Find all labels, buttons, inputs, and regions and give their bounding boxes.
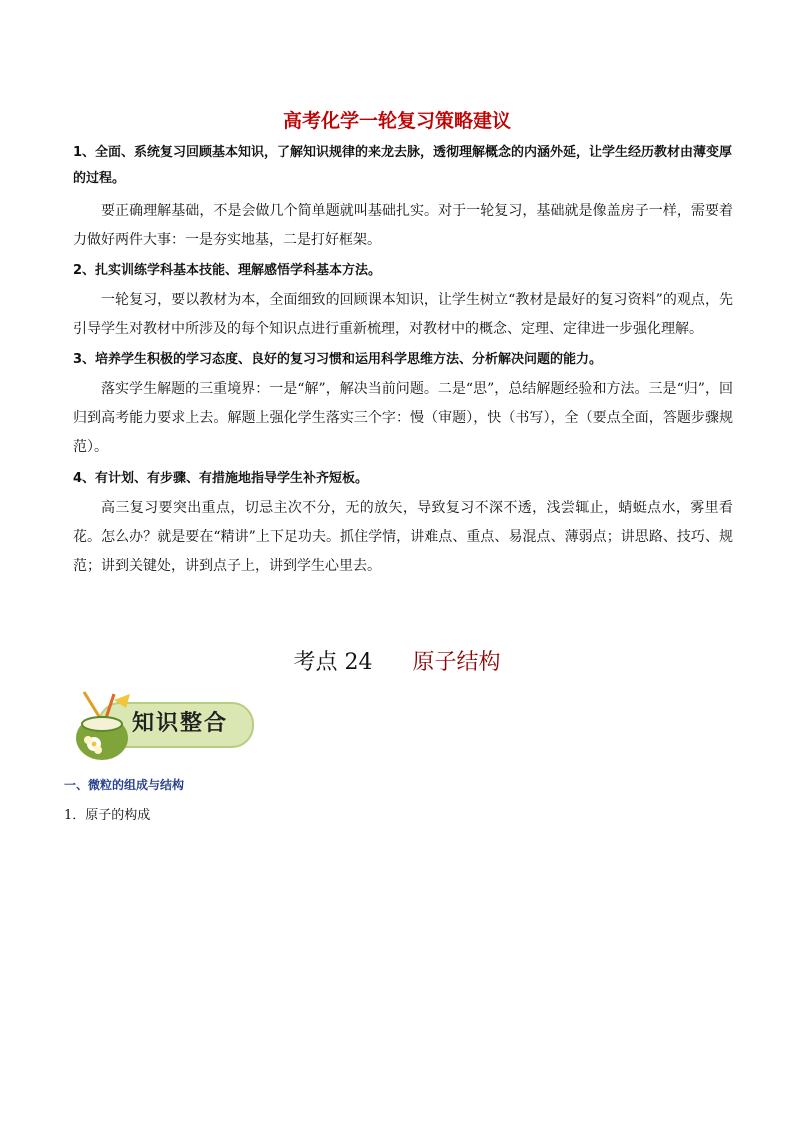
section-heading-2: 2、扎实训练学科基本技能、理解感悟学科基本方法。	[73, 263, 382, 278]
section-heading-1: 1、全面、系统复习回顾基本知识，了解知识规律的来龙去脉，透彻理解概念的内涵外延，让学生经历教材由薄变厚的过程。	[73, 145, 733, 186]
section-heading-4: 4、有计划、有步骤、有措施地指导学生补齐短板。	[73, 471, 369, 486]
banner-label: 知识整合	[131, 711, 228, 736]
kaodian-title: 原子结构	[412, 650, 501, 675]
kaodian-heading	[0, 648, 794, 678]
page-title: 高考化学一轮复习策略建议	[282, 110, 511, 132]
section-paragraph-1: 要正确理解基础，不是会做几个简单题就叫基础扎实。对于一轮复习，基础就是像盖房子一样，需要着力做好两件大事：一是夯实地基，二是打好框架。	[73, 203, 733, 248]
section-paragraph-4: 高三复习要突出重点，切忌主次不分，无的放矢，导致复习不深不透，浅尝辄止，蜻蜓点水，雾里看花。怎么办？就是要在“精讲”上下足功夫。抓住学情，讲难点、重点、易混点、薄弱点；讲思路、技巧、规范；讲到关键处，讲到点子上，讲到学生心里去。	[73, 500, 733, 574]
section-paragraph-2: 一轮复习，要以教材为本，全面细致的回顾课本知识，让学生树立“教材是最好的复习资料”的观点，先引导学生对教材中所涉及的每个知识点进行重新梳理，对教材中的概念、定理、定律进一步强化理解。	[73, 292, 733, 337]
subsection-item: 1．原子的构成	[64, 808, 151, 823]
coconut-drink-icon	[70, 688, 140, 764]
kaodian-number: 考点 24	[293, 650, 373, 675]
section-paragraph-3: 落实学生解题的三重境界：一是“解”，解决当前问题。二是“思”，总结解题经验和方法。三是“归”，回归到高考能力要求上去。解题上强化学生落实三个字：慢（审题），快（书写），全（要点全面，答题步骤规范）。	[73, 381, 733, 455]
subsection-heading: 一、微粒的组成与结构	[64, 778, 185, 792]
section-heading-3: 3、培养学生积极的学习态度、良好的复习习惯和运用科学思维方法、分析解决问题的能力。	[73, 352, 603, 367]
knowledge-banner	[70, 688, 260, 764]
